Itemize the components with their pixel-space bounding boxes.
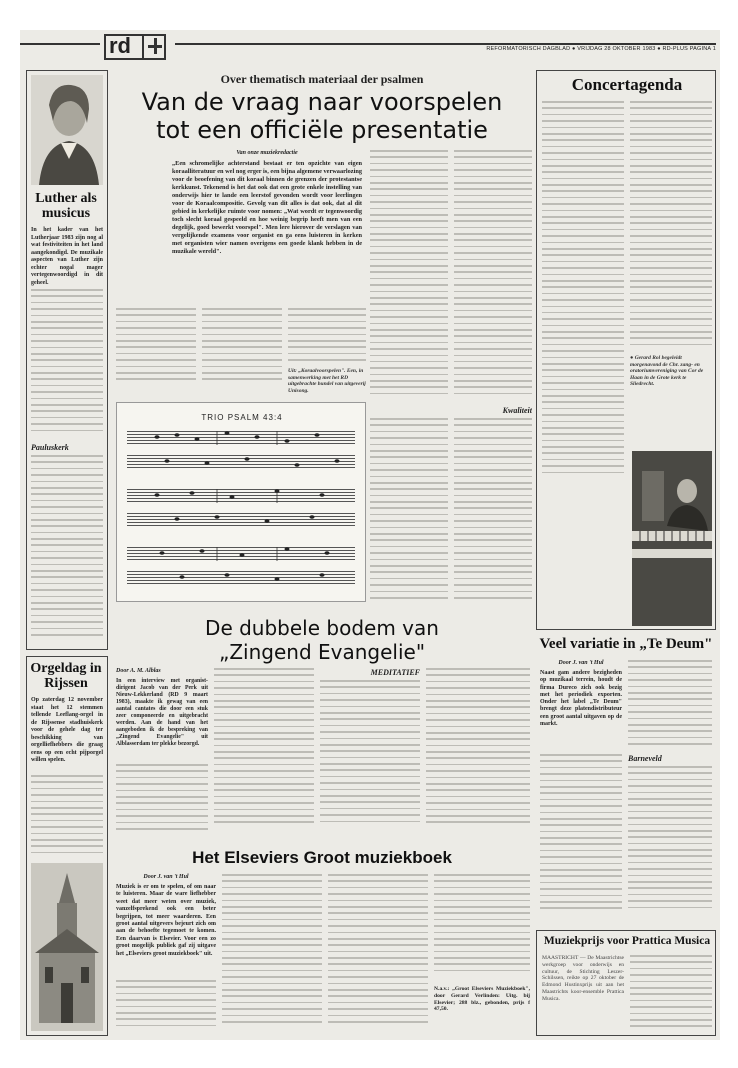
elseviers-col-3 [328, 874, 428, 1032]
prattica-col-2 [630, 955, 712, 1033]
orgeldag-body [31, 775, 103, 857]
music-score-title: TRIO PSALM 43:4 [201, 413, 283, 422]
elseviers-book-info: N.a.v.: „Groot Elseviers Muziekboek", door Gerard Verlinden: Uitg. bij Elsevier; 288 blz., gebonden, prijs f 47,50. [434, 986, 530, 1013]
psalmen-col-3 [370, 150, 448, 400]
music-score [116, 402, 366, 602]
elseviers-col-1 [116, 980, 216, 1032]
tedeum-col-3 [628, 766, 712, 920]
elseviers-byline: Door J. van 't Hul [143, 874, 189, 880]
zingend-subhead: MEDITATIEF [370, 668, 420, 677]
concertagenda-caption: ● Gerard Rol begeleidt morgenavond de Chr. zang- en oratoriumvereniging van Cor de Haan in de Grote kerk te Sliedrecht. [630, 355, 704, 387]
tedeum-col-1 [540, 754, 622, 920]
zingend-col-3 [320, 680, 420, 834]
plus-icon [142, 34, 166, 60]
zingend-title-2: „Zingend Evangelie" [218, 640, 426, 664]
music-notes [117, 403, 367, 603]
prattica-title: Muziekprijs voor Prattica Musica [543, 935, 711, 947]
article-elseviers [112, 844, 532, 1036]
church-photo [31, 863, 103, 1031]
psalmen-subhead: Kwaliteit [502, 406, 532, 415]
psalmen-title-2: tot een officiële presentatie [156, 116, 488, 144]
elseviers-col-4 [434, 874, 530, 982]
zingend-col-4 [426, 668, 530, 834]
concertagenda-col-2 [630, 101, 712, 351]
luther-title: Luther als musicus [35, 191, 97, 221]
organist-photo [632, 451, 712, 626]
article-psalmen [112, 70, 532, 610]
church-illustration [31, 863, 103, 1031]
orgeldag-intro: Op zaterdag 12 november staat het 12 stemmen tellende Leeflang-orgel in de Rijssense stadhuiskerk voor de gehele dag ter beschikking van orgelliefhebbers die graag eens op een echt pijporgel willen spelen. [31, 697, 103, 763]
concertagenda-title: Concertagenda [571, 75, 683, 94]
tedeum-subhead: Barneveld [628, 754, 662, 763]
organ-illustration [632, 451, 712, 626]
luther-body-text [31, 289, 103, 439]
psalmen-intro: „Een schromelijke achterstand bestaat er ten opzichte van eigen koraalliteratuur en wel nog erger is, een bijna algemene verwaarlozing voor de beoefening van dit koraal binnen de grenzen der protestantse kerkkunst. Tekenend is het dat ook dat een grote enkele instelling van onderwijs hier te lande een leerstof gevonden wordt voor leerlingen voor de Koraalcompositie. Gevolg van dit alles is dat ook, dat al dit gebied in kerkelijke ruimte voor nomen: „Wat wordt er tegenwoordig toch slecht koraal gespeeld en hoe weinig begrip heeft men van een degelijk, goed bewerkt voorspel". Men lere hierover de verslagen van vergelijkende examens voor organist en ga eens luisteren in kerken met organisten wier namen overigens een goede klank hebben in de muzikale wereld". [172, 160, 362, 255]
zingend-col-2 [214, 668, 314, 834]
psalmen-caption: Uit: „Koraalvoorspelen". Een, in samenwerking met het RD uitgebrachte bundel van uitgeverij Unisong. [288, 368, 366, 394]
elseviers-intro: Muziek is er om te spelen, of om naar te luisteren. Maar de ware liefhebber weet dat meer weten over muziek, vanzelfsprekend ook een beter begrijpen, tot meer waarderen. Een groot aantal uitgevers bejeurt zich om aan de behoefte tegemoet te komen. Een daarvan is Elsevier. Voor een zo groot mogelijk publiek gaf zij uitgave het „Elseviers groot muziekboek" uit. [116, 884, 216, 957]
elseviers-col-2 [222, 874, 322, 1032]
psalmen-title-1: Van de vraag naar voorspelen [141, 88, 503, 116]
luther-intro: In het kader van het Lutherjaar 1983 zijn nog al wat festiviteiten in het land aangekondigd. De muzikale aspecten van Luther zijn echter nogal mager vertegenwoordigd in dit geheel. [31, 227, 103, 286]
psalmen-col-6 [454, 418, 532, 608]
psalmen-byline: Van onze muziekredactie [236, 150, 298, 156]
article-luther [26, 70, 108, 650]
tedeum-intro: Naast gam andere bezigheden op muzikaal terrein, houdt de firma Dureco zich ook bezig met het periodiek exporten. Onder het label „Te Deum" brengt deze platendistributeur een groot aantal uitgaven op de markt. [540, 670, 622, 728]
zingend-intro: In een interview met organist-dirigent Jacob van der Perk uit Nieuw-Lekkerland (RD 9 maart 1983), maakte ik gewag van een aantal cantates die door een stuk zeer componeerde en uitgebracht werden. Aan de hand van het aangeboden ik de bespreking van „Zingend Evangelie" uit Alblasserdam ter plekke bezorgd. [116, 678, 208, 747]
article-prattica [536, 930, 716, 1036]
tedeum-col-2 [628, 660, 712, 750]
prattica-intro: MAASTRICHT — De Maastrichtse werkgroep voor onderwijs en cultuur, de Stichting Leszer-Schilssen, reikte op 27 oktober de Edmond Hustinxprijs uit aan het Maastrichts koor-ensemble Prattica Musica. [542, 955, 624, 1002]
psalmen-col-4 [454, 150, 532, 400]
article-zingend [112, 614, 532, 840]
tedeum-title: Veel variatie in „Te Deum" [539, 636, 713, 652]
masthead-rule [175, 43, 716, 45]
newspaper-page [20, 30, 720, 1040]
psalmen-col-2b [288, 308, 366, 368]
zingend-byline: Door A. M. Alblas [116, 668, 161, 674]
concertagenda-col-1 [542, 101, 624, 481]
psalmen-col-2 [202, 308, 282, 388]
elseviers-title: Het Elseviers Groot muziekboek [192, 848, 452, 867]
masthead-info: REFORMATORISCH DAGBLAD ● VRIJDAG 28 OKTOBER 1983 ● RD-PLUS PAGINA 1 [486, 46, 716, 52]
psalmen-col-5 [370, 418, 448, 608]
zingend-title-1: De dubbele bodem van [205, 616, 439, 640]
tedeum-byline: Door J. van 't Hul [558, 660, 604, 666]
psalmen-col-1 [116, 308, 196, 388]
article-orgeldag [26, 656, 108, 1036]
logo-text: rd [109, 33, 131, 58]
rd-plus-logo [104, 34, 166, 60]
masthead-rule-left [20, 43, 100, 45]
zingend-col-1 [116, 764, 208, 834]
luther-body-text-2 [31, 455, 103, 645]
orgeldag-title: Orgeldag in Rijssen [30, 661, 102, 691]
luther-portrait [31, 75, 103, 185]
masthead-bar [20, 30, 720, 62]
psalmen-kicker: Over thematisch materiaal der psalmen [220, 72, 424, 86]
portrait-illustration [31, 75, 103, 185]
luther-subhead: Pauluskerk [31, 443, 69, 452]
article-concertagenda [536, 70, 716, 630]
article-tedeum [536, 634, 716, 924]
